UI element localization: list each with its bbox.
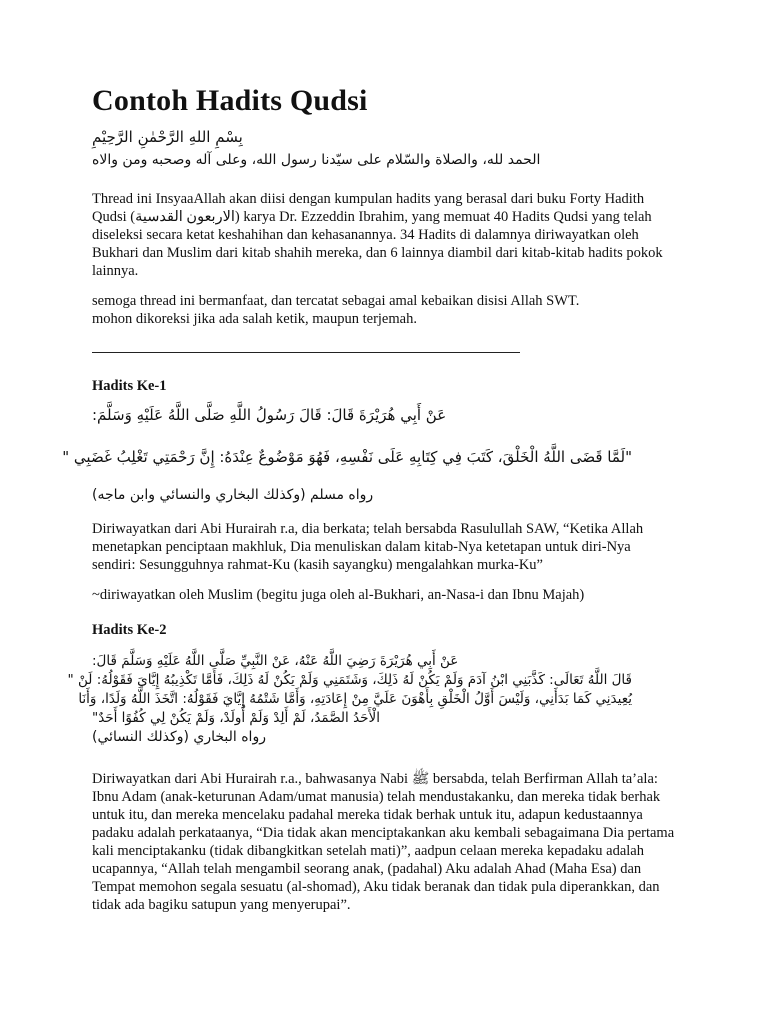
hadits-1-narrators: ~diriwayatkan oleh Muslim (begitu juga oleh al-Bukhari, an-Nasa-i dan Ibnu Majah) [92,587,585,603]
basmalah-text: بِسْمِ اللهِ الرَّحْمٰنِ الرَّحِيْمِ [92,128,243,146]
hadits-1-isnad: عَنْ أَبِي هُرَيْرَةَ قَالَ: قَالَ رَسُولُ اللَّهِ صَلَّى اللَّهُ عَلَيْهِ وَسَلَّمَ: [92,406,447,424]
hadits-2-matn-1: قَالَ اللَّهُ تَعَالَى: كَذَّبَنِي ابْنُ آدَمَ وَلَمْ يَكُنْ لَهُ ذَلِكَ، وَشَتَمَنِي وَلَمْ يَكُنْ لَهُ ذَلِكَ، فَأَمَّا تَكْذِيبُهُ إِيَّايَ فَقَوْلُهُ: لَنْ " [67,672,632,688]
hadits-1-heading: Hadits Ke-1 [92,378,167,394]
hadits-2-arabic-block [67,652,632,747]
hadits-2-matn-3: الْأَحَدُ الصَّمَدُ، لَمْ أَلِدْ وَلَمْ أُولَدْ، وَلَمْ يَكُنْ لِي كُفُوًا أَحَدٌ" [92,710,380,726]
hadits-2-matn-2: يُعِيدَنِي كَمَا بَدَأَنِي، وَلَيْسَ أَوَّلُ الْخَلْقِ بِأَهْوَنَ عَلَيَّ مِنْ إِعَادَتِهِ، وَأَمَّا شَتْمُهُ إِيَّايَ فَقَوْلُهُ: اتَّخَذَ اللَّهُ وَلَدًا، وَأَنَا [78,691,632,707]
intro-paragraph: Thread ini InsyaaAllah akan diisi dengan kumpulan hadits yang berasal dari buku Forty Hadith Qudsi (الاربعون القدسية) karya Dr. Ezzeddin Ibrahim, yang memuat 40 Hadits Qudsi yang telah diseleksi secara ketat keshahihan dan kehasanannya. 34 Hadits di dalamnya diriwayatkan oleh Bukhari dan Muslim dari kitab shahih mereka, dan 6 lainnya diambil dari kitab-kitab hadits pokok lainnya. [92,191,663,279]
hadits-1-translation: Diriwayatkan dari Abi Hurairah r.a, dia berkata; telah bersabda Rasulullah SAW, “Ketika Allah menetapkan penciptaan makhluk, Dia menuliskan dalam kitab-Nya ketetapan untuk diri-Nya sendiri: Sesungguhnya rahmat-Ku (kasih sayangku) mengalahkan murka-Ku” [92,521,644,573]
page-title: Contoh Hadits Qudsi [92,84,368,117]
hope-line-2: mohon dikoreksi jika ada salah ketik, maupun terjemah. [92,311,417,327]
hadits-2-isnad: عَنْ أَبِي هُرَيْرَةَ رَضِيَ اللَّهُ عَنْهُ، عَنْ النَّبِيِّ صَلَّى اللَّهُ عَلَيْهِ وَسَلَّمَ قَالَ: [92,653,459,669]
hadits-2-heading: Hadits Ke-2 [92,622,167,638]
section-divider [92,352,520,353]
hadits-1-matn: "لَمَّا قَضَى اللَّهُ الْخَلْقَ، كَتَبَ فِي كِتَابِهِ عَلَى نَفْسِهِ، فَهُوَ مَوْضُوعٌ عِنْدَهُ: إِنَّ رَحْمَتِي تَغْلِبُ غَضَبِي " [62,448,632,466]
hadits-1-source: رواه مسلم (وكذلك البخاري والنسائي وابن ماجه) [92,487,374,503]
hope-line-1: semoga thread ini bermanfaat, dan tercatat sebagai amal kebaikan disisi Allah SWT. [92,293,580,309]
hadits-2-source: رواه البخاري (وكذلك النسائي) [92,729,266,745]
hadits-2-translation: Diriwayatkan dari Abi Hurairah r.a., bahwasanya Nabi ﷺ bersabda, telah Berfirman Allah ta’ala: Ibnu Adam (anak-keturunan Adam/umat manusia) telah mendustakanku, dan mereka tidak berhak untuk itu, dan mereka mencelaku padahal mereka tidak berhak untuk itu, adapun kedustaannya padaku adalah perkataanya, “Dia tidak akan menciptakankan aku kembali sebagaimana Dia pertama kali menciptakanku (tidak dibangkitkan setelah mati)”, aadpun celaan mereka kepadaku adalah ucapannya, “Allah telah mengambil seorang anak, (padahal) Aku adalah Ahad (Maha Esa) dan Tempat memohon segala sesuatu (al-shomad), Aku tidak beranak dan tidak pula diperankkan, dan tidak ada bagiku satupun yang menyerupai”. [92,771,675,913]
hamdalah-text: الحمد لله، والصلاة والسّلام علی سيّدنا رسول الله، وعلی آله وصحبه ومن والاه [92,152,541,168]
